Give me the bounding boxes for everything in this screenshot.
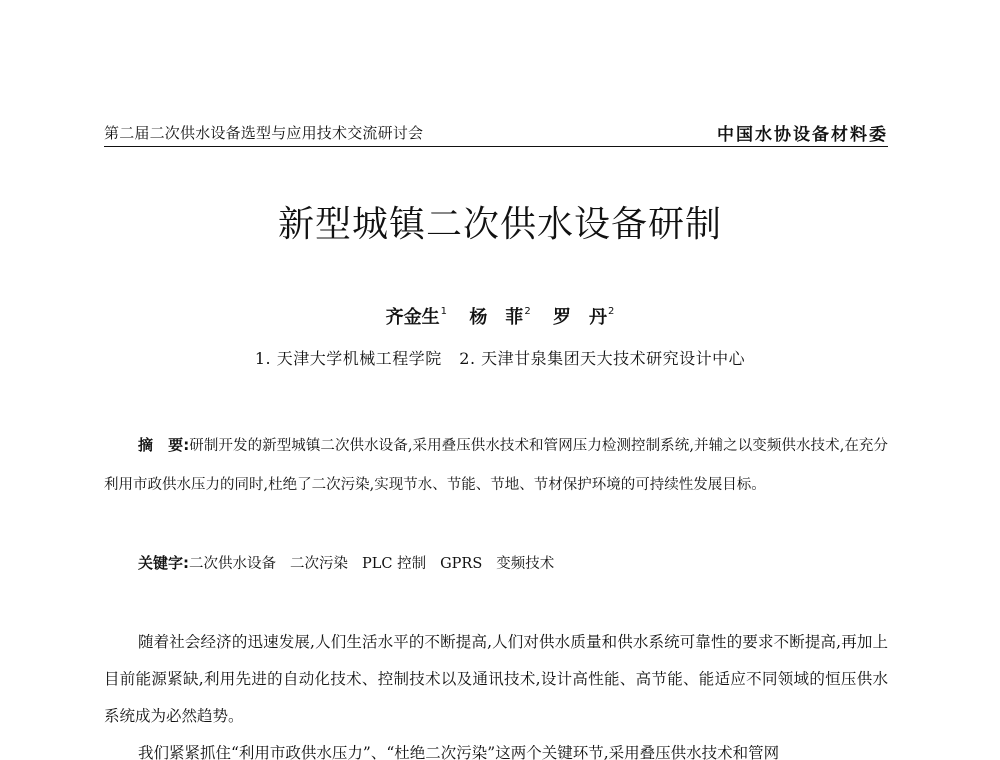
- author-affiliation-mark: 1: [440, 306, 448, 317]
- author-affiliation-mark: 2: [607, 306, 615, 317]
- keyword: 二次供水设备: [189, 556, 276, 572]
- author-name: 齐金生: [385, 307, 440, 328]
- abstract: [104, 426, 888, 505]
- keywords: [138, 552, 568, 573]
- affiliation: 2. 天津甘泉集团天大技术研究设计中心: [459, 349, 746, 368]
- keywords-label: 关键字:: [138, 554, 189, 572]
- body-paragraph: 随着社会经济的迅速发展,人们生活水平的不断提高,人们对供水质量和供水系统可靠性的要求不断提高,再加上目前能源紧缺,利用先进的自动化技术、控制技术以及通讯技术,设计高性能、高节能、能适应不同领域的恒压供水系统成为必然趋势。: [104, 633, 888, 725]
- author: [386, 307, 447, 328]
- author-name: 杨 菲: [469, 307, 524, 328]
- keyword: GPRS: [440, 556, 483, 572]
- keyword: 变频技术: [496, 556, 555, 572]
- affiliation-list: [0, 346, 1000, 369]
- paper-title: 新型城镇二次供水设备研制: [277, 204, 722, 245]
- author: [469, 307, 530, 328]
- abstract-label: 摘 要:: [138, 436, 190, 454]
- author: [553, 307, 614, 328]
- keyword: PLC 控制: [362, 556, 427, 572]
- running-header: [104, 120, 888, 147]
- conference-name: 第二届二次供水设备选型与应用技术交流研讨会: [104, 124, 424, 142]
- author-name: 罗 丹: [552, 307, 607, 328]
- author-list: [0, 303, 1000, 329]
- committee-name: 中国水协设备材料委: [717, 125, 888, 145]
- body-text: [104, 624, 888, 760]
- abstract-text: 研制开发的新型城镇二次供水设备,采用叠压供水技术和管网压力检测控制系统,并辅之以变频供水技术,在充分利用市政供水压力的同时,杜绝了二次污染,实现节水、节能、节地、节材保护环境的可持续性发展目标。: [104, 438, 889, 493]
- author-affiliation-mark: 2: [524, 306, 531, 317]
- body-paragraph: 我们紧紧抓住“利用市政供水压力”、“杜绝二次污染”这两个关键环节,采用叠压供水技术和管网: [138, 744, 780, 760]
- affiliation: 1. 天津大学机械工程学院: [254, 349, 442, 368]
- keyword: 二次污染: [290, 556, 348, 572]
